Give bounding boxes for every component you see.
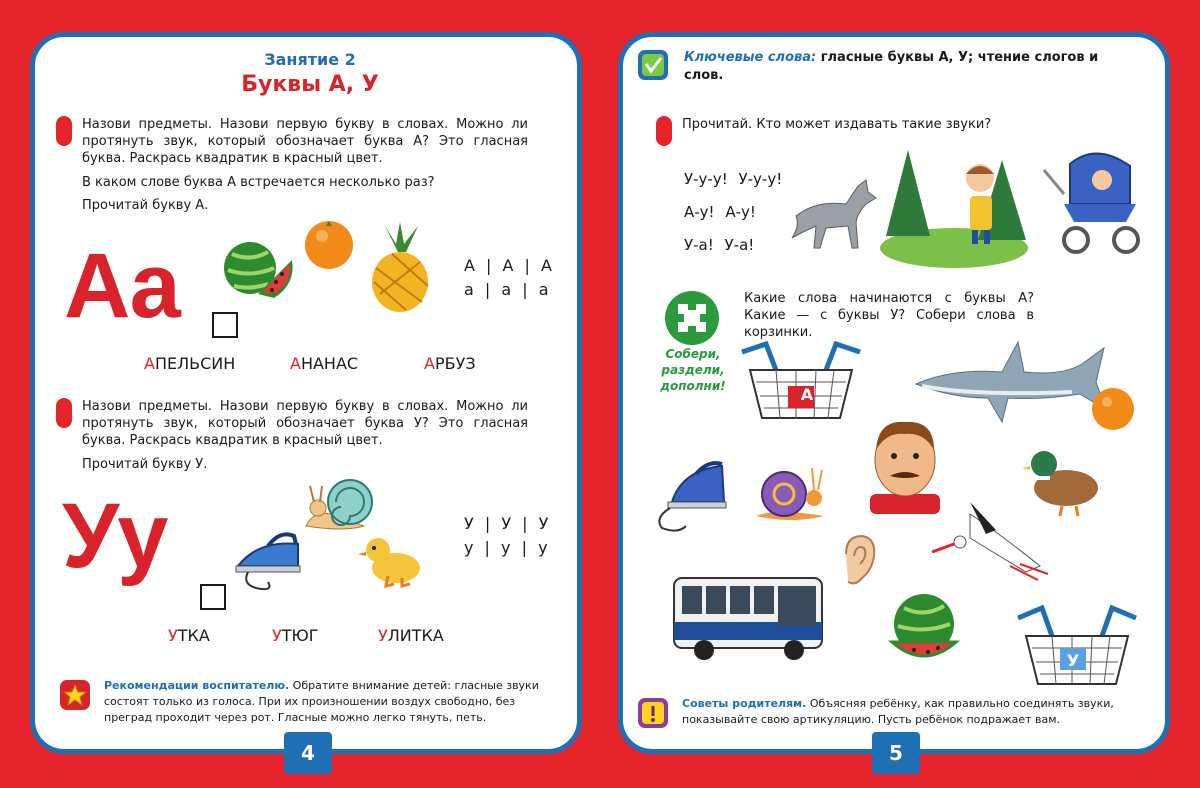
word-arbuz: АРБУЗ (424, 354, 476, 373)
task-marker (56, 398, 72, 428)
letter-row-u-upper: У | У | У (464, 514, 552, 533)
task-a-read: Прочитай букву А. (82, 198, 209, 213)
snail-icon (304, 474, 374, 534)
page-number-right: 5 (872, 732, 920, 774)
keywords: Ключевые слова: гласные буквы А, У; чтение слогов и слов. (684, 50, 1099, 83)
task-read-question: Прочитай. Кто может издавать такие звуки? (682, 117, 992, 132)
iron-icon (228, 522, 304, 594)
basket-u[interactable] (1012, 604, 1142, 688)
iron-icon (652, 456, 730, 534)
sound-line-3: У-а! У-а! (684, 236, 755, 254)
puzzle-caption: Собери, раздели, дополни! (660, 347, 726, 393)
task-u-read: Прочитай букву У. (82, 457, 208, 472)
word-apelsin: АПЕЛЬСИН (144, 354, 236, 373)
teacher-tip: Рекомендации воспитателю. Обратите внимание детей: гласные звуки состоят только из голоса. При их произношении воздух свободно, без преград проходит через рот. Гласные можно легко тянуть, петь. (104, 679, 539, 724)
task-a-instruction: Назови предметы. Назови первую букву в словах. Можно ли протянуть звук, который обозначает буква А? Это гласная буква. Раскрась квадратик в красный цвет. (82, 117, 528, 166)
orange-icon (1090, 386, 1136, 432)
star-icon (60, 680, 90, 710)
watermelon-icon (218, 232, 298, 304)
baby-stroller-icon (1040, 146, 1144, 256)
page-number-left: 4 (284, 732, 332, 774)
letter-row-a-upper: А | А | А (464, 256, 555, 275)
pineapple-icon (362, 222, 436, 314)
task-a-question: В каком слове буква А встречается несколько раз? (82, 175, 435, 190)
big-letter-u: Уу (62, 485, 167, 587)
basket-u-letter: У (1066, 651, 1080, 670)
word-utyug: УТЮГ (272, 626, 319, 645)
page-title: Буквы А, У (241, 72, 379, 97)
watermelon-icon (884, 588, 964, 668)
letter-row-a-lower: а | а | а (464, 280, 552, 299)
task-u-instruction: Назови предметы. Назови первую букву в словах. Можно ли протянуть звук, который обозначает буква У? Это гласная буква. Раскрась квадратик в красный цвет. (82, 399, 528, 448)
checkmark-icon (638, 50, 668, 80)
lesson-label: Занятие 2 (264, 50, 356, 69)
basket-a[interactable] (736, 340, 866, 422)
forest-boy-icon (878, 140, 1030, 270)
exclamation-icon (638, 698, 668, 728)
wolf-icon (786, 176, 882, 254)
stork-icon (930, 494, 1054, 590)
duckling-icon (358, 528, 424, 588)
parents-tip: Советы родителям. Объясняя ребёнку, как правильно соединять звуки, показывайте свою артикуляцию. Пусть ребёнок подражает вам. (682, 697, 1114, 726)
snail-icon (752, 458, 828, 526)
sound-line-1: У-у-у! У-у-у! (684, 170, 783, 188)
color-checkbox-u[interactable] (200, 584, 226, 610)
word-ananas: АНАНАС (290, 354, 359, 373)
task-marker (656, 116, 672, 146)
bus-icon (670, 570, 826, 664)
color-checkbox-a[interactable] (212, 312, 238, 338)
basket-a-letter: А (800, 385, 814, 404)
letter-row-u-lower: у | у | у (464, 538, 551, 557)
word-utka: УТКА (168, 626, 210, 645)
big-letter-a: Аа (64, 235, 179, 337)
sound-line-2: А-у! А-у! (684, 203, 756, 221)
task-marker (56, 116, 72, 146)
task-baskets: Какие слова начинаются с буквы А? Какие — с буквы У? Собери слова в корзинки. (744, 291, 1034, 340)
orange-icon (302, 218, 356, 270)
puzzle-icon (664, 290, 720, 346)
word-ulitka: УЛИТКА (378, 626, 444, 645)
ear-icon (838, 534, 878, 586)
